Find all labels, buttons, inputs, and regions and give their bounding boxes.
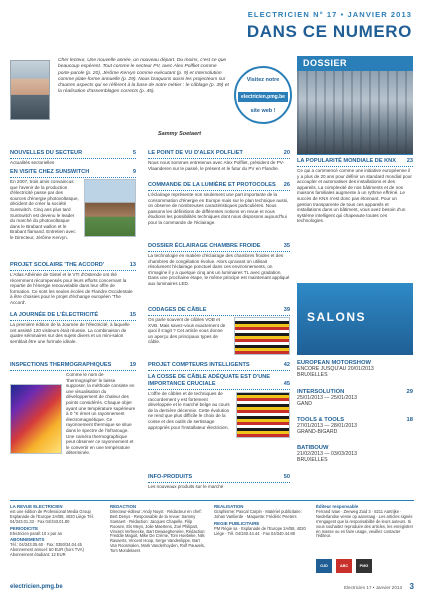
thermography-photo bbox=[10, 384, 62, 454]
salon-place: GRAND-BIGARD bbox=[297, 429, 338, 435]
editor-photo bbox=[10, 60, 50, 120]
article-cosse-cable[interactable] bbox=[148, 374, 290, 430]
salon-place: BRUXELLES bbox=[297, 372, 328, 378]
article-page: 5 bbox=[132, 150, 136, 156]
article-summary: On parle souvent de câbles VOB et XVB. Mais savez-vous exactement de quoi il s'agit ? Cet article vous donne un aperçu des principaux types de câble. bbox=[148, 317, 226, 345]
article-page: 35 bbox=[283, 243, 290, 249]
article-thermographie[interactable] bbox=[10, 362, 136, 456]
colophon-heading: REGIE PUBLICITAIRE bbox=[214, 520, 260, 526]
colophon bbox=[10, 500, 414, 578]
editorial bbox=[10, 58, 294, 140]
colophon-heading: ABONNEMENTS bbox=[10, 537, 45, 543]
salon-name: EUROPEAN MOTORSHOW bbox=[297, 360, 371, 366]
colophon-text: Tél.: 04/343.05.60 · Fax: 0350/34.04.45 Abonnement annuel: 60 EUR (hors TVA) Abonnement étudiant: 12 EUR bbox=[10, 542, 84, 558]
article-journee-electricite[interactable] bbox=[10, 312, 136, 344]
article-title: LA JOURNÉE DE L'ÉLECTRICITÉ bbox=[10, 312, 99, 318]
colophon-heading: REALISATION bbox=[214, 504, 244, 509]
ojd-logo: OJD bbox=[316, 559, 332, 573]
editorial-text: Cher lecteur, Une nouvelle année, un nouveau départ. Du moins, c'est ce que beaucoup espèrent. Tout comme le secteur PV, avec Alex Polfliet comme porte-parole (p. 20), Jérôme Kervyn comme exécutant (p. 9) et Intersolution comme plate-forme annuelle (p. 29). Nous braquons aussi les projecteurs sur d'autres aspects qui se réfèrent à la base de notre métier : le câblage (p. 39) et la réalisation d'assemblages corrects (p. 45). bbox=[58, 58, 229, 95]
colophon-text: Ferrand Ivaw · Zeeweg Zuid 3 · 8211 Aartrijke · Nederlandse versie op aanvraag · Les articles signés n'engagent que la responsabilité de leurs auteurs. Si vous souhaitez reproduire des articles, les enregistrer en masse ou en faire usage, veuillez contacter l'éditeur. bbox=[316, 508, 414, 539]
article-title: INFO-PRODUITS bbox=[148, 474, 193, 480]
article-info-produits[interactable] bbox=[148, 474, 290, 490]
salon-name: BATIBOUW bbox=[297, 445, 329, 451]
article-page: 19 bbox=[129, 362, 136, 368]
colophon-text: Directeur-éditeur: Andy Nuyst · Rédacteur en chef: Bert Denys · Responsable de la revue: Sammy Soetaert · Rédaction: Jacques Chapelle, Filip Roosen, Els Meys, Jolie Maertens, Zoé Philipart, Vincent Verheecke, Bart Dewaegheneire, Rédaction: Freddie Magoit, Mike De Crème, Tom Hoebeke, Nils Ravaerts, Vincent Hoop, Serge Vandenlippe, Bart Van Roosmalen, Mark Vanderhoyden, Rolf Pauwels, Tom Mondelaers bbox=[110, 508, 206, 554]
article-compteurs[interactable] bbox=[148, 362, 290, 371]
article-summary: Actualités sectorielles bbox=[10, 160, 55, 165]
colophon-heading: REDACTION bbox=[110, 504, 137, 509]
salon-name: TOOLS & TOOLS bbox=[297, 417, 345, 423]
article-title: NOUVELLES DU SECTEUR bbox=[10, 150, 83, 156]
article-polfliet[interactable] bbox=[148, 150, 290, 171]
article-page: 50 bbox=[283, 474, 290, 480]
article-summary: Les nouveaux produits sur le marché bbox=[148, 484, 224, 489]
dossier-banner: DOSSIER bbox=[297, 56, 413, 71]
article-page: 9 bbox=[132, 169, 136, 175]
article-summary: L'éclairage représente non seulement une part importante de la consommation d'énergie en Europe mais sur le plan technique aussi, on observe de nombreuses caractéristiques particulières. Nous passons les définitions de différentes notions en revue et nous étudions les possibilités techniques dont nous disposons aujourd'hui pour la commande de l'éclairage. bbox=[148, 192, 289, 225]
article-page: 20 bbox=[283, 150, 290, 156]
salons-banner: SALONS bbox=[297, 283, 413, 355]
article-page: 45 bbox=[283, 381, 290, 387]
article-title: COMMANDE DE LA LUMIÈRE ET PROTOCOLES bbox=[148, 182, 276, 188]
salon-date: 25/01/2013 — 25/01/2013 bbox=[297, 395, 357, 401]
footer-issue: Electricien 17 • Janvier 2013 bbox=[343, 585, 402, 590]
stamp-bottom-text: site web ! bbox=[250, 108, 276, 114]
editor-signature: Sammy Soetaert bbox=[158, 131, 202, 137]
article-the-accord[interactable] bbox=[10, 262, 136, 306]
page-number: 3 bbox=[409, 582, 414, 591]
house-photo bbox=[84, 179, 136, 237]
abc-logo: ABC bbox=[336, 559, 352, 573]
article-summary: Ce qui a commencé comme une initiative européenne il y a plus de 20 ans pour définir un standard mondial pour accoupler et automatiser des installations et des appareils. La complexité de nos bâtiments et de nos maisons familiales augmente à un rythme effréné. Le succès de KNX n'est donc pas étonnant. Pour un gestion transparente de tous ces appareils et installations dans un bâtiment, vous avez besoin d'un système intelligent qui chapeaute toutes ces technologies. bbox=[297, 168, 412, 224]
pmg-logo: PMG bbox=[356, 559, 372, 573]
colophon-text: Graphisme: Pascal Carpin · Matériel publicitaire: Johan Vanlierde · Maquette: Frédéric Peeters bbox=[214, 508, 302, 519]
article-page: 26 bbox=[283, 182, 290, 188]
article-page: 15 bbox=[129, 312, 136, 318]
article-page: 39 bbox=[283, 307, 290, 313]
page-title: DANS CE NUMERO bbox=[246, 22, 412, 41]
article-summary: La première édition de la Journée de l'électricité, à laquelle ont assisté 120 visiteurs était réussie. La combinaison de quatre séminaires sur des sujets divers et un mini-salon semblait être une formule idéale. bbox=[10, 322, 130, 344]
article-page: 42 bbox=[283, 362, 290, 368]
article-commande-lumiere[interactable] bbox=[148, 182, 290, 226]
salon-date: 27/01/2013 — 28/01/2013 bbox=[297, 423, 357, 429]
colophon-heading: PERIODICITE bbox=[10, 525, 39, 531]
article-page: 23 bbox=[406, 158, 413, 164]
website-stamp[interactable] bbox=[234, 66, 292, 124]
article-title: INSPECTIONS THERMOGRAPHIQUES bbox=[10, 362, 112, 368]
salon-item[interactable] bbox=[297, 445, 413, 463]
colophon-redaction bbox=[110, 505, 206, 554]
article-chambre-froide[interactable] bbox=[148, 243, 290, 287]
salon-date: 21/02/2013 — 03/03/2013 bbox=[297, 451, 357, 457]
article-summary: L'Atlas Athénée de Gistel et le VTI d'Ostende ont été récemment récompensés pour leurs efforts concernant la repartie de l'énergie renouvelable dans leur offre de formation. Ce sont les seules écoles de Flandre Occidentale à être choisies pour le projet d'échange européen 'The Accord'. bbox=[10, 272, 133, 305]
article-page: 13 bbox=[129, 262, 136, 268]
colophon-realisation bbox=[214, 505, 308, 536]
article-codages-cable[interactable] bbox=[148, 307, 290, 345]
article-sunswitch[interactable] bbox=[10, 169, 136, 241]
salon-item[interactable] bbox=[297, 360, 413, 378]
colophon-publisher bbox=[10, 505, 102, 558]
article-title: CODAGES DE CÂBLE bbox=[148, 307, 207, 313]
dossier-photo bbox=[297, 71, 413, 155]
article-summary: La technologie en matière d'éclairage des chambres froides et des chambres de congélation évolue. Alors qu'avant on utilisait résolument l'éclairage ponctuel dans ces environnements, on s'imagine il y a quelque cinq ans un luminaires TL avec gradation. Dans une prochaine étape, le même principe est maintenant appliqué aux luminaires LED. bbox=[148, 253, 290, 286]
stamp-url[interactable]: electricien.pmg.be bbox=[238, 92, 288, 102]
colophon-heading: LA REVUE ELECTRICIEN bbox=[10, 504, 63, 509]
salon-item[interactable] bbox=[297, 389, 413, 407]
article-title: DOSSIER ÉCLAIRAGE CHAMBRE FROIDE bbox=[148, 243, 261, 249]
colophon-heading: Éditeur responsable bbox=[316, 504, 359, 509]
salon-name: INTERSOLUTION bbox=[297, 389, 345, 395]
article-summary: Nous nous sommes entretenus avec Alex Polfliet, président de PV-Vlaanderen sur le passé, le présent et le futur du PV en Flandre. bbox=[148, 160, 285, 171]
article-summary: En 2007, trois amis convaincus que l'avenir de la production d'électricité passe par des sources d'énergie photovoltaïque, décident de créer la société Sunswitch. Cinq ans plus tard SunSwitch est devenu le leader du marché du photovoltaïque dans le Brabant wallon et le Brabant flamand. Entretien avec le Directeur, Jérôme Kervyn. bbox=[10, 179, 79, 240]
colophon-text: est une édition de Professional Media Group Esplanade de l'Europe 2A/B8, 4020 Liège Tél. 04/343.01.33 · Fax 04/343.01.80 bbox=[10, 508, 94, 524]
article-title: PROJET COMPTEURS INTELLIGENTS bbox=[148, 362, 250, 368]
article-summary: L'offre de câbles et de techniques de raccordement y est fortement développée et le marché belge au cours de la dernière décennie. Cette évolution ne rend que plus difficile le choix de la cosse et des outils de sertissage appropriés pour l'installateur électricien. bbox=[148, 391, 230, 430]
salon-page: 29 bbox=[406, 389, 413, 395]
salon-place: BRUXELLES bbox=[297, 457, 328, 463]
colophon-editeur bbox=[316, 505, 414, 539]
salon-item[interactable] bbox=[297, 417, 413, 435]
website-link[interactable]: electricien.pmg.be bbox=[10, 584, 63, 590]
salon-date: ENCORE JUSQU'AU 20/01/2013 bbox=[297, 366, 374, 372]
colophon-text: PM Régie sa · Esplanade de l'Europe 2A/B8, 4020 Liège · Tél. 04/340.44.44 · Fax 04/340.44.88 bbox=[214, 525, 306, 536]
salon-place: GAND bbox=[297, 401, 312, 407]
article-title: LA COSSE DE CÂBLE ADÉQUATE EST D'UNE IMPORTANCE CRUCIALE bbox=[148, 374, 271, 387]
article-title: PROJET SCOLAIRE 'THE ACCORD' bbox=[10, 262, 105, 268]
issue-line: ELECTRICIEN N° 17 • JANVIER 2013 bbox=[247, 10, 412, 19]
colophon-text: Electricien paraît 10 x par an bbox=[10, 530, 63, 536]
cable-lug-photo bbox=[236, 392, 290, 438]
article-title: LE POINT DE VU D'ALEX POLFLIET bbox=[148, 150, 243, 156]
cable-photo bbox=[234, 317, 290, 355]
article-title: LA POPULARITÉ MONDIALE DE KNX bbox=[297, 158, 396, 164]
article-summary: Comme le nom de 'thermographie' le laisse supposer, la méthode consiste en une visualisation du développement de chaleur des points considérés. Chaque objet ayant une température supérieure à 0 °K émet un rayonnement électromagnétique. Ce rayonnement thermique se situe dans le spectre de l'infrarouge. Une caméra thermographique peut observer ce rayonnement et le convertir en une température déterminée. bbox=[66, 372, 136, 456]
article-title: EN VISITE CHEZ SUNSWITCH bbox=[10, 169, 90, 175]
article-nouvelles[interactable] bbox=[10, 150, 136, 166]
stamp-top-text: Visitez notre bbox=[246, 77, 280, 83]
salon-page: 18 bbox=[406, 417, 413, 423]
article-knx[interactable] bbox=[297, 158, 413, 224]
